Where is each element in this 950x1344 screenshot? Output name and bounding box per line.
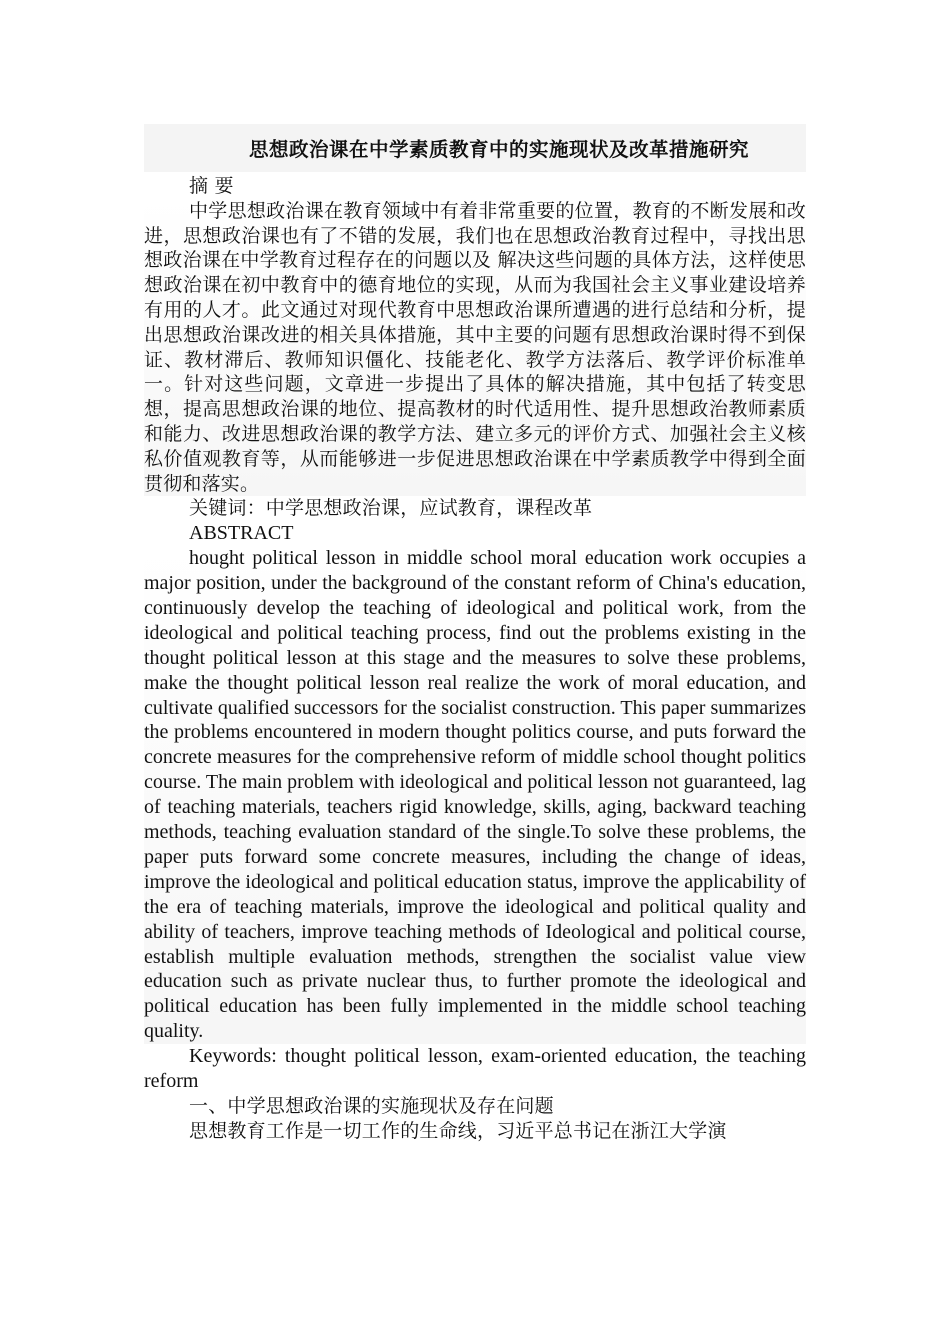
keywords-cn: 关键词：中学思想政治课，应试教育，课程改革 [189,497,593,520]
section-1-first-line: 思想教育工作是一切工作的生命线，习近平总书记在浙江大学演 [189,1119,727,1142]
paper-title: 思想政治课在中学素质教育中的实施现状及改革措施研究 [248,138,749,161]
abstract-en-body: hought political lesson in middle school moral education work occupies a major position, under the background of the constant reform of China's education, continuously develop the teaching of ideological and political work, from the ideological and political teaching process, find out the problems existing in the thought political lesson at this stage and the measures to solve these problems, make the thought political lesson real realize the work of moral education, and cultivate qualified successors for the socialist construction. This paper summarizes the problems encountered in modern thought politics course, and puts forward the concrete measures for the comprehensive reform of middle school thought politics course. The main problem with ideological and political lesson not guaranteed, lag of teaching materials, teachers rigid knowledge, skills, aging, backward teaching methods, teaching evaluation standard of the single.To solve these problems, the paper puts forward some concrete measures, including the change of ideas, improve the ideological and political education status, improve the applicability of the era of teaching materials, improve the ideological and political quality and ability of teachers, improve teaching methods of Ideological and political course, establish multiple evaluation methods, strengthen the socialist value view education such as private nuclear thus, to further promote the ideological and political education has been fully implemented in the middle school teaching quality. [144,547,806,1043]
section-1-heading: 一、中学思想政治课的实施现状及存在问题 [189,1095,554,1117]
title-box [144,124,806,172]
abstract-en-heading: ABSTRACT [189,522,294,545]
keywords-en: Keywords: thought political lesson, exam-oriented education, the teaching reform [144,1045,806,1093]
abstract-cn-heading: 摘 要 [189,175,234,197]
document-page [144,124,806,1144]
abstract-cn-body: 中学思想政治课在教育领域中有着非常重要的位置，教育的不断发展和改进，思想政治课也有了不错的发展，我们也在思想政治教育过程中，寻找出思想政治课在中学教育过程存在的问题以及 解决这些问题的具体方法，这样使思想政治课在初中教育中的德育地位的实现，从而为我国社会主义事业建设培养有用的人才。此文通过对现代教育中思想政治课所遭遇的进行总结和分析，提出思想政治课改进的相关具体措施，其中主要的问题有思想政治课时得不到保证、教材滞后、教师知识僵化、技能老化、教学方法落后、教学评价标准单一。针对这些问题，文章进一步提出了具体的解决措施，其中包括了转变思想，提高思想政治课的地位、提高教材的时代适用性、提升思想政治教师素质和能力、改进思想政治课的教学方法、建立多元的评价方式、加强社会主义核私价值观教育等，从而能够进一步促进思想政治课在中学素质教学中得到全面贯彻和落实。 [144,199,806,495]
